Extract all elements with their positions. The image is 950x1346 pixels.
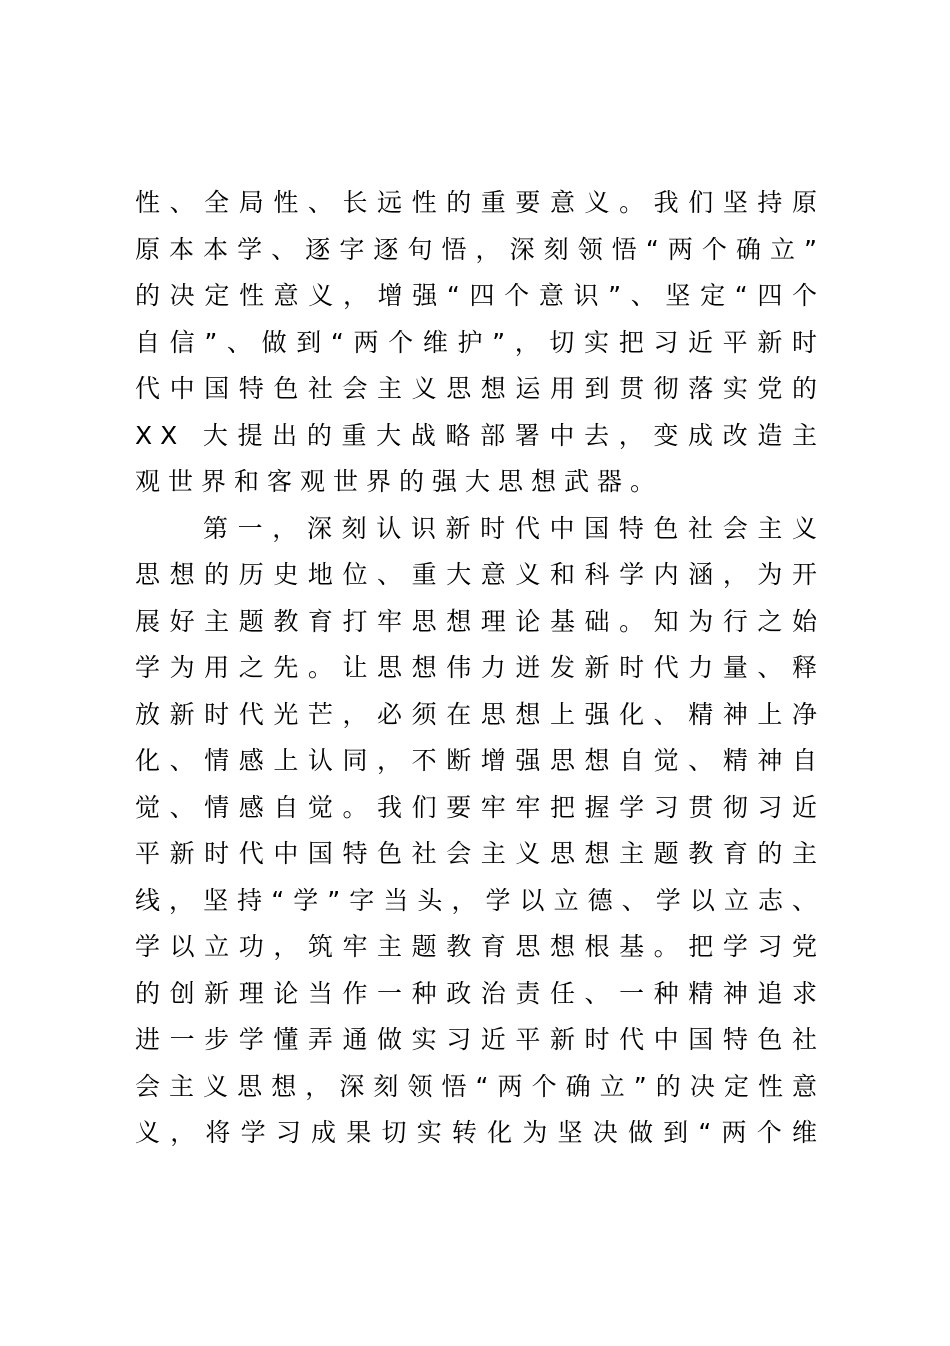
text-line: 平新时代中国特色社会主义思想主题教育的主: [135, 839, 825, 868]
text-line: 学为用之先。让思想伟力迸发新时代力量、释: [135, 653, 825, 682]
text-line: 原本本学、逐字逐句悟，深刻领悟“两个确立”: [135, 234, 825, 264]
text-line: 代中国特色社会主义思想运用到贯彻落实党的: [135, 374, 825, 403]
text-line: 观世界和客观世界的强大思想武器。: [135, 467, 664, 496]
paragraph-2: [135, 506, 825, 1157]
text-line: 义，将学习成果切实转化为坚决做到“两个维: [135, 1118, 825, 1147]
text-line: 的决定性意义，增强“四个意识”、坚定“四个: [135, 281, 825, 310]
text-line: 学以立功，筑牢主题教育思想根基。把学习党: [135, 932, 825, 961]
text-line: 觉、情感自觉。我们要牢牢把握学习贯彻习近: [135, 792, 825, 822]
text-line: 放新时代光芒，必须在思想上强化、精神上净: [135, 699, 825, 729]
text-line: XX 大提出的重大战略部署中去，变成改造主: [135, 420, 825, 450]
text-line: 自信”、做到“两个维护”，切实把习近平新时: [135, 327, 825, 357]
paragraph-1: [135, 180, 825, 506]
text-line: 化、情感上认同，不断增强思想自觉、精神自: [135, 746, 825, 775]
text-line: 第一，深刻认识新时代中国特色社会主义: [203, 513, 825, 543]
text-line: 的创新理论当作一种政治责任、一种精神追求: [135, 978, 825, 1008]
text-line: 进一步学懂弄通做实习近平新时代中国特色社: [135, 1025, 825, 1054]
text-line: 展好主题教育打牢思想理论基础。知为行之始: [135, 606, 825, 636]
body-text: [135, 180, 825, 1157]
text-line: 会主义思想，深刻领悟“两个确立”的决定性意: [135, 1071, 825, 1101]
text-line: 线，坚持“学”字当头，学以立德、学以立志、: [135, 885, 825, 915]
text-line: 思想的历史地位、重大意义和科学内涵，为开: [135, 560, 825, 589]
text-line: 性、全局性、长远性的重要意义。我们坚持原: [135, 188, 825, 217]
